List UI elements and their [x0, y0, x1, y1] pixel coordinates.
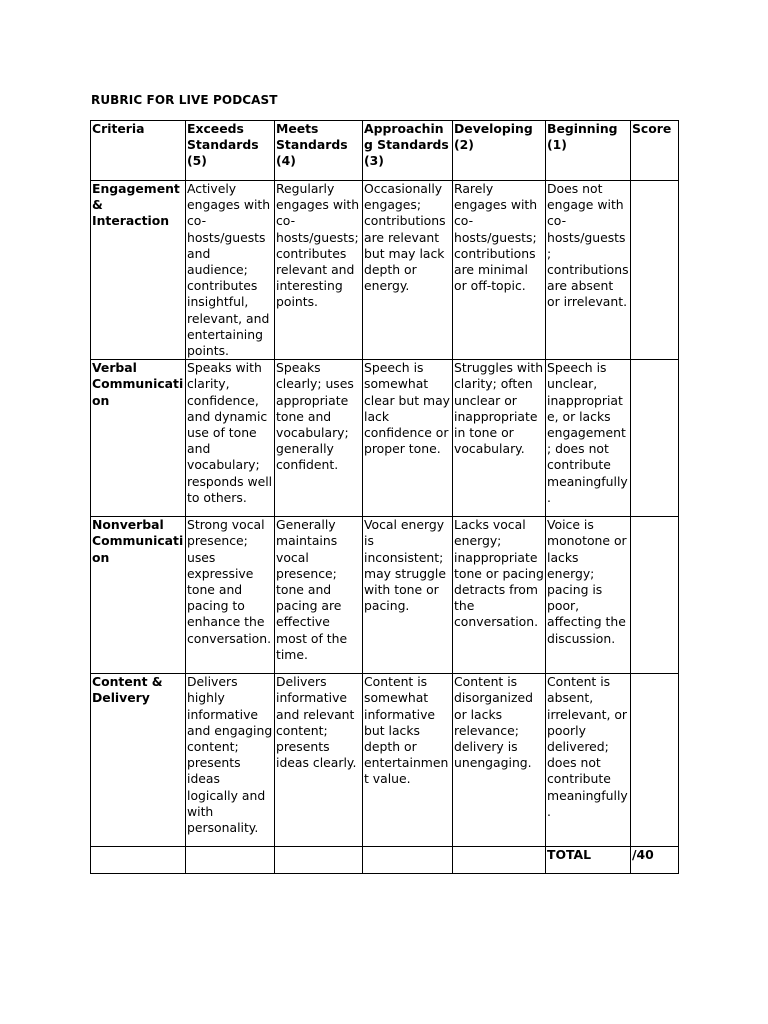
total-score[interactable]: /40: [631, 847, 679, 874]
header-criteria: Criteria: [91, 121, 186, 181]
criteria-cell: Content & Delivery: [91, 674, 186, 847]
total-row: [91, 847, 679, 874]
score-cell[interactable]: [631, 181, 679, 360]
approaching-cell: Speech is somewhat clear but may lack confidence or proper tone.: [363, 360, 453, 517]
table-row: [91, 360, 679, 517]
score-cell[interactable]: [631, 360, 679, 517]
beginning-cell: Does not engage with co-hosts/guests; contributions are absent or irrelevant.: [546, 181, 631, 360]
approaching-cell: Content is somewhat informative but lacks depth or entertainment value.: [363, 674, 453, 847]
empty-cell: [186, 847, 275, 874]
score-cell[interactable]: [631, 674, 679, 847]
criteria-cell: Nonverbal Communication: [91, 517, 186, 674]
beginning-cell: Speech is unclear, inappropriate, or lacks engagement; does not contribute meaningfully.: [546, 360, 631, 517]
approaching-cell: Occasionally engages; contributions are relevant but may lack depth or energy.: [363, 181, 453, 360]
table-header-row: [91, 121, 679, 181]
table-row: [91, 517, 679, 674]
developing-cell: Struggles with clarity; often unclear or inappropriate in tone or vocabulary.: [453, 360, 546, 517]
meets-cell: Generally maintains vocal presence; tone and pacing are effective most of the time.: [275, 517, 363, 674]
developing-cell: Rarely engages with co-hosts/guests; contributions are minimal or off-topic.: [453, 181, 546, 360]
empty-cell: [275, 847, 363, 874]
table-row: [91, 674, 679, 847]
header-meets-standards: Meets Standards (4): [275, 121, 363, 181]
exceeds-cell: Delivers highly informative and engaging content; presents ideas logically and with personality.: [186, 674, 275, 847]
meets-cell: Speaks clearly; uses appropriate tone and vocabulary; generally confident.: [275, 360, 363, 517]
approaching-cell: Vocal energy is inconsistent; may struggle with tone or pacing.: [363, 517, 453, 674]
meets-cell: Regularly engages with co-hosts/guests; contributes relevant and interesting points.: [275, 181, 363, 360]
meets-cell: Delivers informative and relevant content; presents ideas clearly.: [275, 674, 363, 847]
empty-cell: [453, 847, 546, 874]
beginning-cell: Content is absent, irrelevant, or poorly delivered; does not contribute meaningfully.: [546, 674, 631, 847]
criteria-cell: Engagement & Interaction: [91, 181, 186, 360]
exceeds-cell: Strong vocal presence; uses expressive tone and pacing to enhance the conversation.: [186, 517, 275, 674]
exceeds-cell: Actively engages with co-hosts/guests and audience; contributes insightful, relevant, and entertaining points.: [186, 181, 275, 360]
empty-cell: [91, 847, 186, 874]
developing-cell: Content is disorganized or lacks relevance; delivery is unengaging.: [453, 674, 546, 847]
beginning-cell: Voice is monotone or lacks energy; pacing is poor, affecting the discussion.: [546, 517, 631, 674]
empty-cell: [363, 847, 453, 874]
total-label: TOTAL: [546, 847, 631, 874]
exceeds-cell: Speaks with clarity, confidence, and dynamic use of tone and vocabulary; responds well to others.: [186, 360, 275, 517]
rubric-table: [90, 120, 679, 874]
header-exceeds-standards: Exceeds Standards (5): [186, 121, 275, 181]
header-score: Score: [631, 121, 679, 181]
criteria-cell: Verbal Communication: [91, 360, 186, 517]
table-row: [91, 181, 679, 360]
header-beginning: Beginning (1): [546, 121, 631, 181]
header-developing: Developing (2): [453, 121, 546, 181]
developing-cell: Lacks vocal energy; inappropriate tone or pacing detracts from the conversation.: [453, 517, 546, 674]
score-cell[interactable]: [631, 517, 679, 674]
header-approaching-standards: Approaching Standards (3): [363, 121, 453, 181]
document-title: RUBRIC FOR LIVE PODCAST: [91, 93, 278, 107]
